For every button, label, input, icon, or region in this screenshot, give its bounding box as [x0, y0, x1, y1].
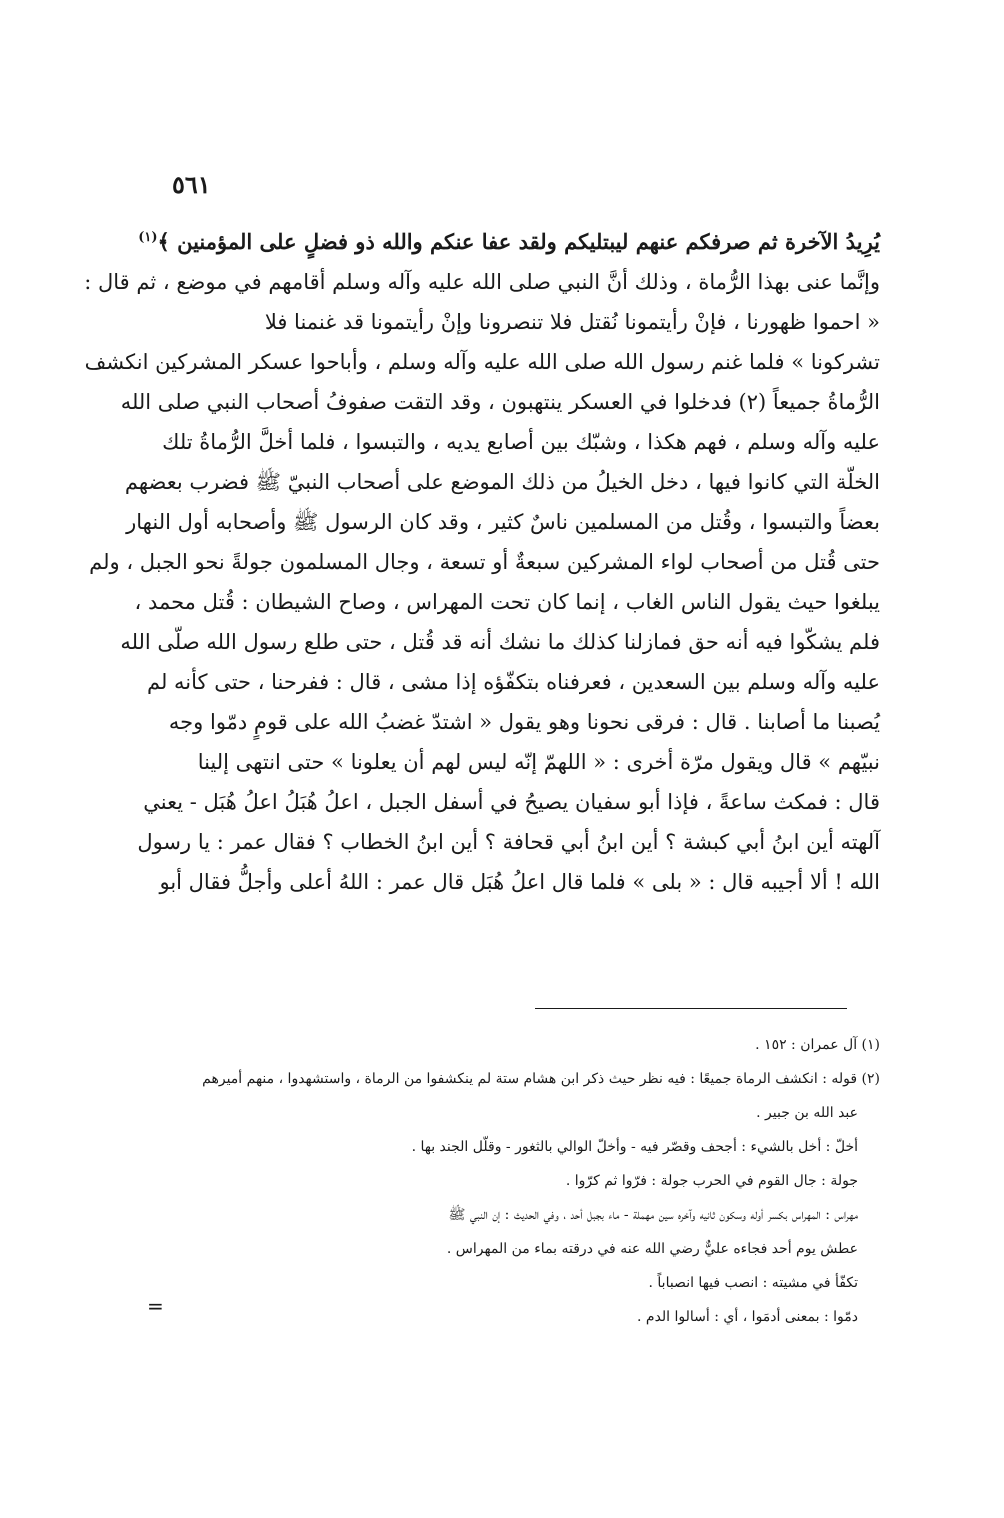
main-text-line: بعضاً والتبسوا ، وقُتل من المسلمين ناسٌ كثير ، وقد كان الرسول ﷺ وأصحابه أول النهار — [126, 510, 880, 534]
footnote-line: تكفّأ في مشيته : انصب فيها انصباباً . — [648, 1275, 858, 1291]
quran-verse-text: يُرِيدُ الآخرة ثم صرفكم عنهم ليبتليكم ولقد عفا عنكم والله ذو فضلٍ على المؤمنين ﴾ — [157, 229, 880, 254]
footnote-line: عبد الله بن جبير . — [756, 1105, 858, 1121]
main-text-line: فلم يشكّوا فيه أنه حق فمازلنا كذلك ما نشك أنه قد قُتل ، حتى طلع رسول الله صلّى الله — [120, 630, 880, 654]
main-text-line: الرُّماةُ جميعاً (٢) فدخلوا في العسكر ينتهبون ، وقد التقت صفوفُ أصحاب النبي صلى الله — [120, 390, 880, 414]
footnotes-section — [150, 1028, 880, 1334]
footnote-line: أخلّ : أخل بالشيء : أجحف وقصّر فيه - وأخلّ الوالي بالثغور - وقلّل الجند بها . — [411, 1139, 858, 1155]
main-text-line: تشركونا » فلما غنم رسول الله صلى الله عليه وآله وسلم ، وأباحوا عسكر المشركين انكشف — [84, 350, 880, 374]
main-text-line: حتى قُتل من أصحاب لواء المشركين سبعةٌ أو تسعة ، وجال المسلمون جولةً نحو الجبل ، ولم — [89, 550, 880, 574]
footnote-line: (٢) قوله : انكشف الرماة جميعًا : فيه نظر حيث ذكر ابن هشام ستة لم ينكشفوا من الرماة ، واستشهدوا ، منهم أميرهم — [202, 1071, 880, 1087]
main-text-line: وإنَّما عنى بهذا الرُّماة ، وذلك أنَّ النبي صلى الله عليه وآله وسلم أقامهم في موضع ، ثم قال : — [84, 270, 880, 294]
footnote-line: عطش يوم أحد فجاءه عليٌّ رضي الله عنه في درقته بماء من المهراس . — [446, 1241, 858, 1257]
footnote-line: دمّوا : بمعنى أدمَوا ، أي : أسالوا الدم . — [637, 1309, 858, 1325]
footnote-divider — [535, 1008, 847, 1009]
footnote-marker-1: (١) — [138, 230, 158, 245]
quran-verse-line — [138, 222, 880, 262]
footnote-line: جولة : جال القوم في الحرب جولة : فرّوا ثم كرّوا . — [565, 1173, 858, 1189]
continuation-mark: = — [147, 1294, 164, 1318]
main-text-line: الله ! ألا أجيبه قال : « بلى » فلما قال اعلُ هُبَل قال عمر : اللهُ أعلى وأجلُّ فقال أبو — [159, 870, 880, 894]
footnote-line: مهراس : المهراس بكسر أوله وسكون ثانيه وآخره سين مهملة - ماء بجبل أحد ، وفي الحديث : إن النبي ﷺ — [448, 1207, 858, 1223]
main-text-line: الخلّة التي كانوا فيها ، دخل الخيلُ من ذلك الموضع على أصحاب النبيّ ﷺ فضرب بعضهم — [124, 470, 880, 494]
main-text-line: آلهته أين ابنُ أبي كبشة ؟ أين ابنُ أبي قحافة ؟ أين ابنُ الخطاب ؟ فقال عمر : يا رسول — [137, 830, 880, 854]
main-text-lines — [84, 262, 880, 902]
main-text-line: نبيّهم » قال ويقول مرّة أخرى : « اللهمّ إنّه ليس لهم أن يعلونا » حتى انتهى إلينا — [197, 750, 880, 774]
main-text-body — [84, 222, 880, 902]
main-text-line: قال : فمكث ساعةً ، فإذا أبو سفيان يصيحُ في أسفل الجبل ، اعلُ هُبَلُ اعلُ هُبَل - يعني — [143, 790, 880, 814]
main-text-line: عليه وآله وسلم ، فهم هكذا ، وشبّك بين أصابع يديه ، والتبسوا ، فلما أخلَّ الرُّماةُ تلك — [162, 430, 880, 454]
footnote-line: (١) آل عمران : ١٥٢ . — [755, 1037, 880, 1053]
main-text-line: يُصبنا ما أصابنا . قال : فرقى نحونا وهو يقول « اشتدّ غضبُ الله على قومٍ دمّوا وجه — [168, 710, 880, 734]
main-text-line: عليه وآله وسلم بين السعدين ، فعرفناه بتكفّؤه إذا مشى ، قال : ففرحنا ، حتى كأنه لم — [146, 670, 880, 694]
main-text-line: « احموا ظهورنا ، فإنْ رأيتمونا نُقتل فلا تنصرونا وإنْ رأيتمونا قد غنمنا فلا — [264, 310, 880, 334]
page-number: ٥٦١ — [172, 170, 211, 199]
main-text-line: يبلغوا حيث يقول الناس الغاب ، إنما كان تحت المهراس ، وصاح الشيطان : قُتل محمد ، — [134, 590, 880, 614]
